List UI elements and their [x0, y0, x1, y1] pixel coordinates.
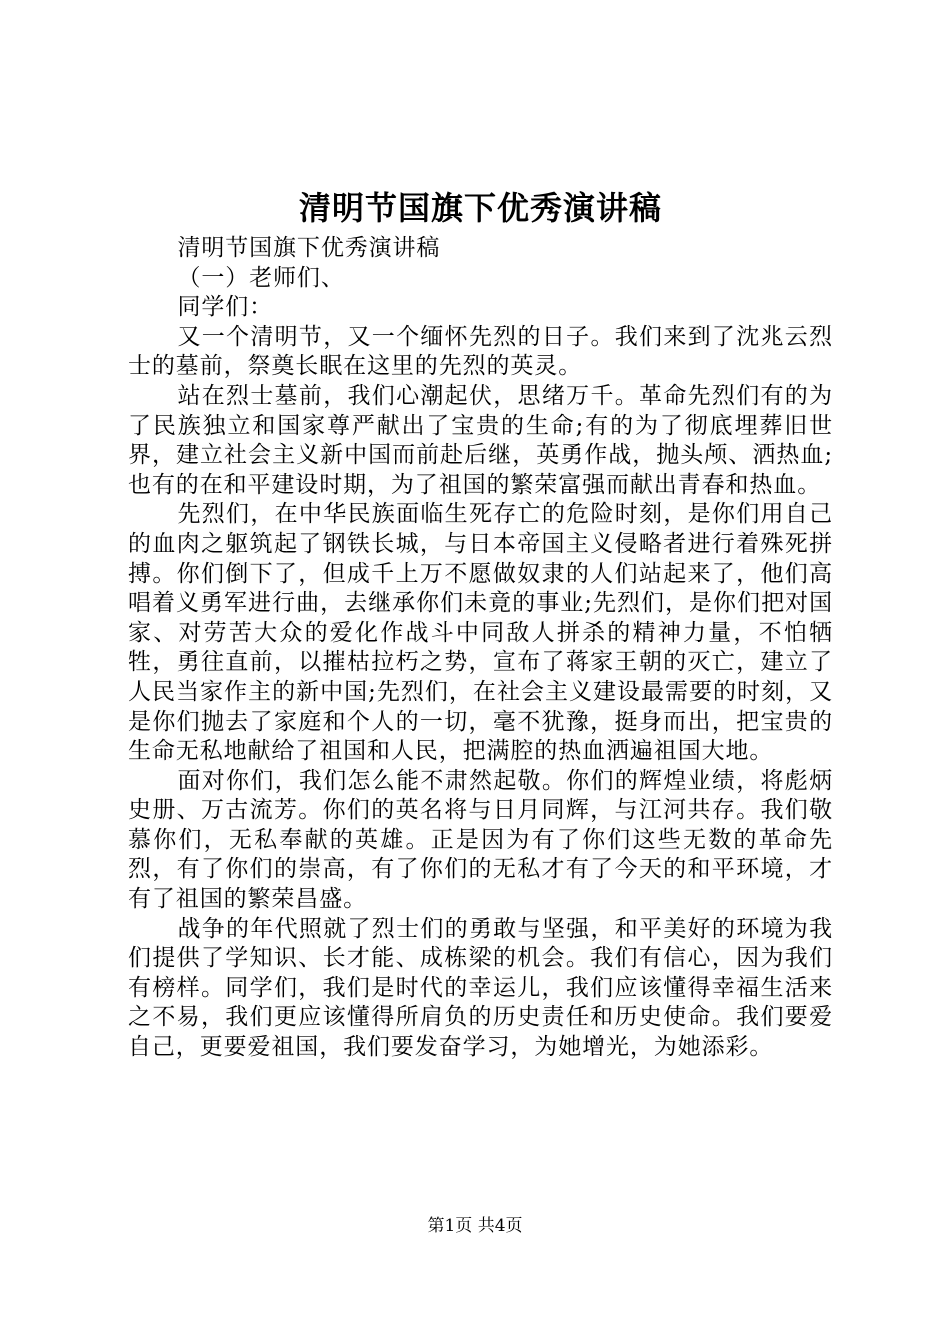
paragraph: 先烈们，在中华民族面临生死存亡的危险时刻，是你们用自己的血肉之躯筑起了钢铁长城，与日本帝国主义侵略者进行着殊死拼搏。你们倒下了，但成千上万不愿做奴隶的人们站起来了，他们高唱着义勇军进行曲，去继承你们未竟的事业;先烈们，是你们把对国家、对劳苦大众的爱化作战斗中同敌人拼杀的精神力量，不怕牺牲，勇往直前，以摧枯拉朽之势，宣布了蒋家王朝的灭亡，建立了人民当家作主的新中国;先烈们，在社会主义建设最需要的时刻，又是你们抛去了家庭和个人的一切，毫不犹豫，挺身而出，把宝贵的生命无私地献给了祖国和人民，把满腔的热血洒遍祖国大地。	[128, 501, 833, 765]
paragraph: 面对你们，我们怎么能不肃然起敬。你们的辉煌业绩，将彪炳史册、万古流芳。你们的英名将与日月同辉，与江河共存。我们敬慕你们，无私奉献的英雄。正是因为有了你们这些无数的革命先烈，有了你们的崇高，有了你们的无私才有了今天的和平环境，才有了祖国的繁荣昌盛。	[128, 767, 833, 913]
page-footer: 第1页 共4页	[427, 1216, 523, 1236]
paragraph: 战争的年代照就了烈士们的勇敢与坚强，和平美好的环境为我们提供了学知识、长才能、成栋梁的机会。我们有信心，因为我们有榜样。同学们，我们是时代的幸运儿，我们应该懂得幸福生活来之不易，我们更应该懂得所肩负的历史责任和历史使命。我们要爱自己，更要爱祖国，我们要发奋学习，为她增光，为她添彩。	[128, 915, 833, 1061]
document-page	[128, 186, 833, 1063]
paragraph-salutation: 同学们：	[177, 294, 274, 321]
document-title: 清明节国旗下优秀演讲稿	[298, 189, 662, 227]
paragraph: 站在烈士墓前，我们心潮起伏，思绪万千。革命先烈们有的为了民族独立和国家尊严献出了宝贵的生命;有的为了彻底埋葬旧世界，建立社会主义新中国而前赴后继，英勇作战，抛头颅、洒热血;也有的在和平建设时期，为了祖国的繁荣富强而献出青春和热血。	[128, 382, 833, 498]
paragraph-section-label: （一）老师们、	[177, 264, 345, 291]
document-body	[128, 234, 833, 1063]
paragraph: 又一个清明节，又一个缅怀先烈的日子。我们来到了沈兆云烈士的墓前，祭奠长眠在这里的先烈的英灵。	[128, 323, 833, 380]
paragraph-subtitle: 清明节国旗下优秀演讲稿	[177, 235, 441, 261]
